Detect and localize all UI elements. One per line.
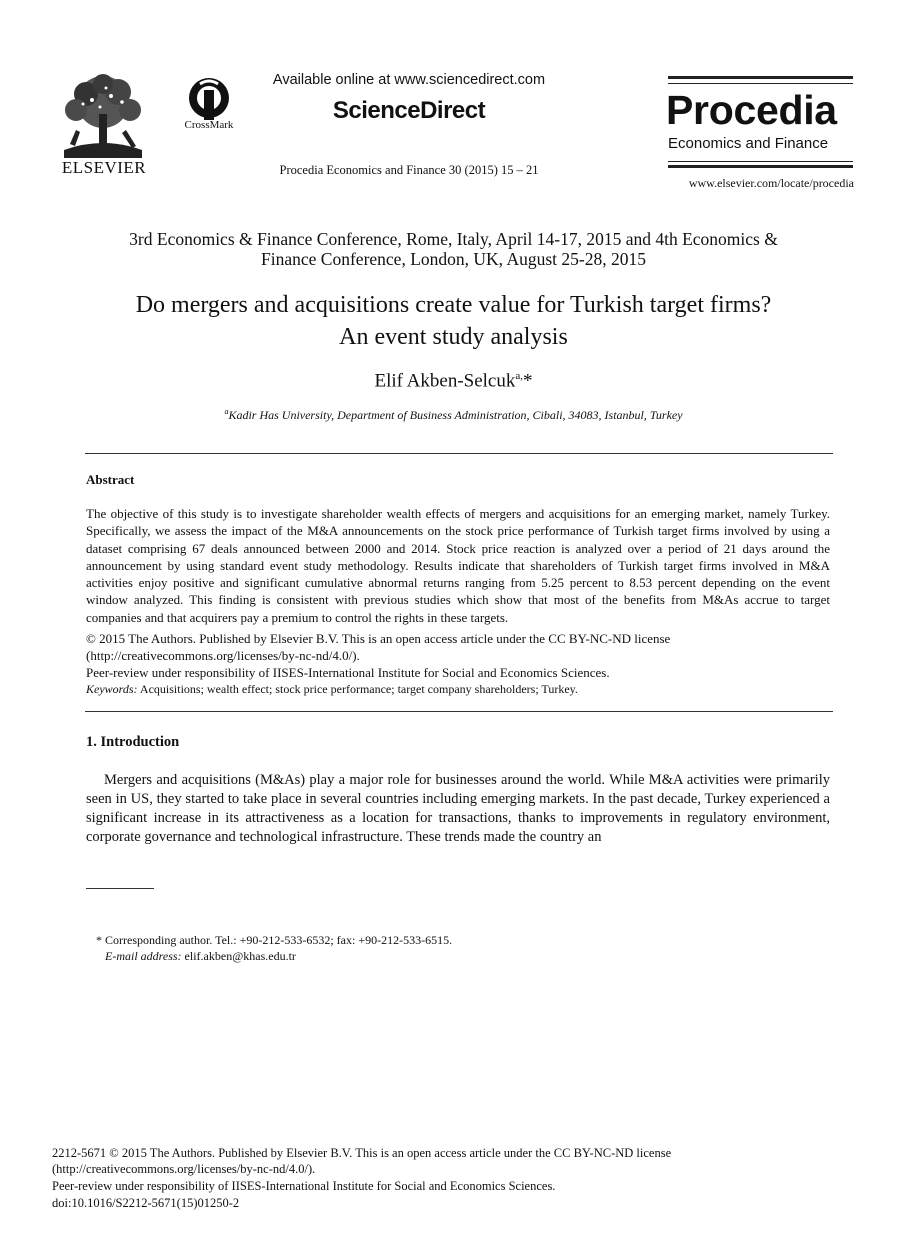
elsevier-wordmark: ELSEVIER [61,158,147,177]
footer-issn-line: 2212-5671 © 2015 The Authors. Published by Elsevier B.V. This is an open access article under the CC BY-NC-ND license [52,1146,672,1160]
email-label: E-mail address: [105,949,182,963]
footer-peer-review: Peer-review under responsibility of IISES-International Institute for Social and Economics Sciences. [52,1179,556,1193]
introduction-body: Mergers and acquisitions (M&As) play a major role for businesses around the world. While M&A activities were primarily seen in US, they started to take place in several countries including emerging markets. In the past decade, Turkey experienced a significant increase in its attractiveness as a location for transactions, thanks to improvements in regulatory environment, corporate governance and technological infrastructure. These trends made the country an [86,772,830,845]
abstract-text: The objective of this study is to investigate shareholder wealth effects of mergers and acquisitions for an emerging market, namely Turkey. Specifically, we assess the impact of the M&A announcements on the stock price performance of Turkish target firms involved by using a dataset comprising 67 deals announced between 2000 and 2014. Stock price reaction is analyzed over a period of 21 days around the announcement by using standard event study methodology. Results indicate that shareholders of Turkish target firms involved in M&A activities enjoy positive and significant cumulative abnormal returns ranging from 5.25 percent to 8.53 percent depending on the event window analyzed. This finding is consistent with previous studies which show that most of the benefits from M&As accrue to target companies and that acquirers pay a premium to control the rights in these targets. [86,506,830,625]
email-note [105,949,296,964]
title-line-2: An event study analysis [339,324,568,350]
paper-title [70,289,837,353]
conference-info [90,229,817,269]
keywords [86,681,578,698]
introduction-heading: 1. Introduction [86,734,180,750]
procedia-rule-top [668,76,853,79]
footnote-rule [86,888,154,889]
author-corresponding-mark: * [523,370,533,392]
keywords-label: Keywords: [86,682,138,696]
sciencedirect-logo: ScienceDirect [332,97,486,124]
email-address[interactable]: elif.akben@khas.edu.tr [181,949,296,963]
title-line-1: Do mergers and acquisitions create value for Turkish target firms? [135,292,772,318]
procedia-subtitle: Economics and Finance [668,135,829,152]
conference-line-1: 3rd Economics & Finance Conference, Rome, Italy, April 14-17, 2015 and 4th Economics & [129,229,778,249]
keywords-list: Acquisitions; wealth effect; stock price performance; target company shareholders; Turkey. [137,682,578,696]
footer-doi[interactable]: doi:10.1016/S2212-5671(15)01250-2 [52,1196,240,1210]
abstract-heading: Abstract [86,472,135,487]
procedia-rule-bottom [668,165,853,168]
procedia-url-link[interactable]: www.elsevier.com/locate/procedia [688,176,854,190]
peer-review-note: Peer-review under responsibility of IISES-International Institute for Social and Economics Sciences. [86,665,610,680]
abstract-bottom-rule [85,711,833,712]
author-name: Elif Akben-Selcuk [374,370,516,392]
available-online-text: Available online at www.sciencedirect.com [272,72,546,88]
affiliation-mark: a [224,407,229,416]
author [300,370,607,392]
affiliation-text: Kadir Has University, Department of Business Administration, Cibali, 34083, Istanbul, Turkey [228,408,683,422]
license-link[interactable]: (http://creativecommons.org/licenses/by-nc-nd/4.0/). [86,648,360,663]
abstract-top-rule [85,453,833,454]
conference-line-2: Finance Conference, London, UK, August 25-28, 2015 [261,249,646,269]
crossmark-icon[interactable] [186,76,232,120]
procedia-rule-bottom-thin [668,161,853,162]
journal-reference: Procedia Economics and Finance 30 (2015) 15 – 21 [279,163,539,177]
crossmark-label: CrossMark [184,119,234,131]
corresponding-author-note: * Corresponding author. Tel.: +90-212-533-6532; fax: +90-212-533-6515. [96,933,453,947]
affiliation [150,407,757,423]
author-affiliation-mark: a, [515,370,524,382]
procedia-title: Procedia [666,87,837,133]
abstract-body [86,505,830,626]
elsevier-tree-logo-icon [56,74,150,160]
footer-license-link[interactable]: (http://creativecommons.org/licenses/by-nc-nd/4.0/). [52,1162,316,1176]
copyright-line-1: © 2015 The Authors. Published by Elsevier B.V. This is an open access article under the CC BY-NC-ND license [86,631,671,646]
